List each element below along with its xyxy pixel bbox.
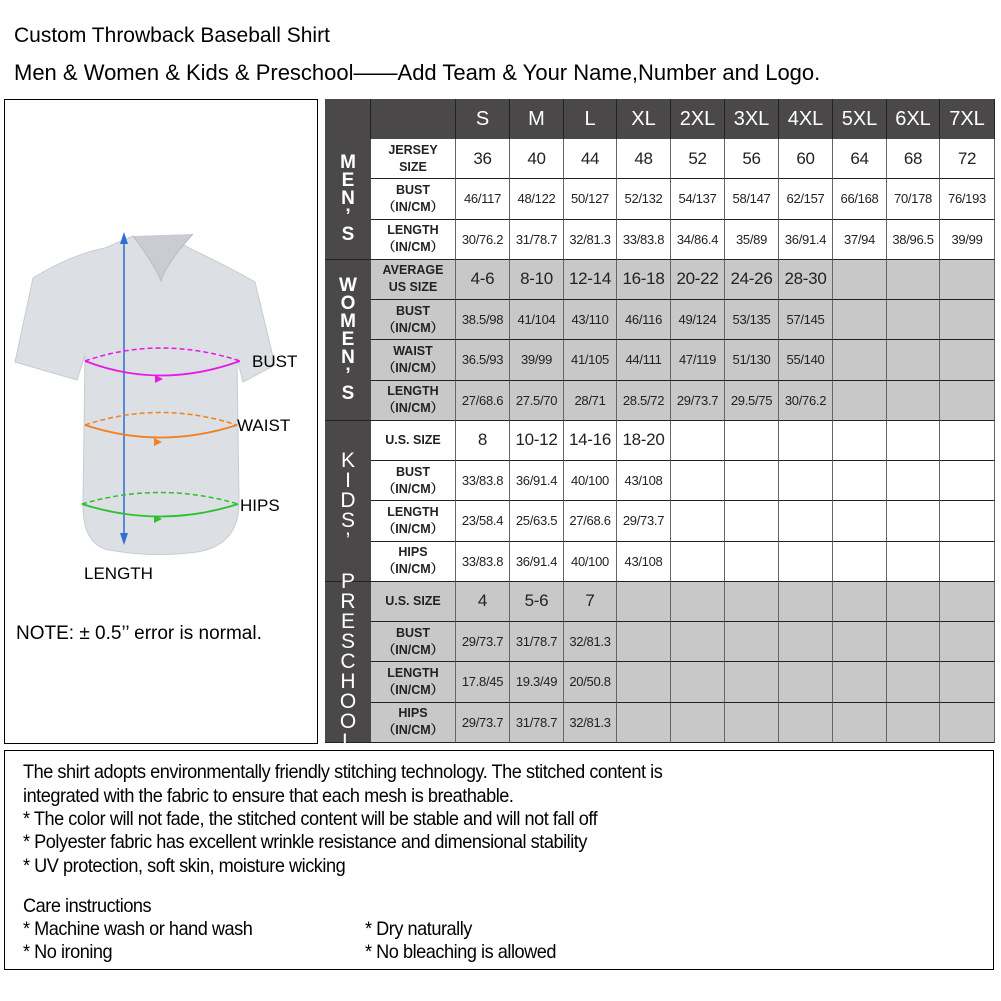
table-cell: 68 [887, 139, 940, 179]
row-label-text: JERSEY [388, 142, 438, 157]
table-cell: 32/81.3 [564, 703, 617, 743]
group-letter: O [340, 292, 356, 314]
group-letter: E [341, 328, 355, 350]
table-cell: 32/81.3 [564, 622, 617, 662]
table-cell: 46/117 [456, 179, 510, 219]
table-cell: 19.3/49 [510, 662, 564, 702]
care-item: * Machine wash or hand wash [23, 918, 253, 940]
table-cell [671, 461, 725, 501]
size-header-6xl: 6XL [887, 99, 940, 139]
table-cell [725, 622, 779, 662]
table-cell [940, 703, 995, 743]
table-cell: 8-10 [510, 260, 564, 300]
group-label-0 [325, 139, 371, 260]
group-letter: S [341, 382, 355, 404]
group-letter: M [340, 151, 356, 173]
table-cell: 41/104 [510, 300, 564, 340]
table-cell: 36 [456, 139, 510, 179]
table-cell: 55/140 [779, 340, 833, 380]
table-cell: 29/73.7 [671, 381, 725, 421]
table-cell: 48/122 [510, 179, 564, 219]
table-cell [833, 461, 887, 501]
table-cell: 36/91.4 [510, 542, 564, 582]
group-letter: ’ [345, 528, 351, 552]
table-cell [887, 461, 940, 501]
row-label-unit: （IN/CM） [382, 240, 444, 255]
row-label-unit: （IN/CM） [382, 521, 444, 536]
table-cell: 5-6 [510, 582, 564, 622]
table-cell: 10-12 [510, 421, 564, 461]
product-description [4, 750, 994, 970]
table-cell: 16-18 [617, 260, 671, 300]
table-cell: 25/63.5 [510, 501, 564, 541]
care-title: Care instructions [23, 895, 152, 917]
row-label-unit: （IN/CM） [382, 320, 444, 335]
header-corner [325, 99, 371, 139]
table-cell: 66/168 [833, 179, 887, 219]
table-cell [779, 501, 833, 541]
table-cell: 33/83.8 [456, 461, 510, 501]
table-cell: 4 [456, 582, 510, 622]
table-cell: 28/71 [564, 381, 617, 421]
table-cell: 31/78.7 [510, 220, 564, 260]
table-cell: 23/58.4 [456, 501, 510, 541]
table-cell [833, 542, 887, 582]
table-cell [617, 622, 671, 662]
group-letter: E [340, 609, 355, 633]
group-letter: O [339, 689, 357, 713]
table-cell [940, 461, 995, 501]
table-cell: 58/147 [725, 179, 779, 219]
group-letter: ’ [345, 364, 351, 386]
table-cell [671, 703, 725, 743]
table-cell [940, 340, 995, 380]
table-cell [940, 501, 995, 541]
table-cell: 44/111 [617, 340, 671, 380]
group-letter: S [340, 508, 355, 532]
row-label-unit: （IN/CM） [382, 481, 444, 496]
row-label [371, 381, 456, 421]
row-label-text: LENGTH [387, 665, 439, 680]
header-label-corner [371, 99, 456, 139]
table-cell: 54/137 [671, 179, 725, 219]
table-cell: 43/108 [617, 461, 671, 501]
tolerance-note: NOTE: ± 0.5’’ error is normal. [16, 623, 262, 644]
table-cell: 31/78.7 [510, 703, 564, 743]
row-label-text: LENGTH [387, 384, 439, 399]
table-cell [779, 461, 833, 501]
table-cell: 70/178 [887, 179, 940, 219]
hips-label: HIPS [240, 496, 280, 515]
table-cell [833, 662, 887, 702]
page-subtitle: Men & Women & Kids & Preschool——Add Team & Your Name,Number and Logo. [14, 60, 821, 85]
care-item: * No ironing [23, 941, 113, 963]
group-label-3 [325, 569, 371, 753]
table-cell: 41/105 [564, 340, 617, 380]
table-cell [833, 622, 887, 662]
table-cell [833, 340, 887, 380]
table-cell [725, 703, 779, 743]
group-letter: D [340, 488, 356, 512]
row-label-text: WAIST [393, 343, 433, 358]
row-label [371, 139, 456, 179]
table-cell [779, 542, 833, 582]
table-cell [940, 582, 995, 622]
table-cell [887, 703, 940, 743]
row-label-unit: US SIZE [388, 280, 438, 295]
table-cell: 44 [564, 139, 617, 179]
table-cell: 7 [564, 582, 617, 622]
row-label-text: LENGTH [387, 504, 439, 519]
table-cell [887, 300, 940, 340]
table-cell: 38.5/98 [456, 300, 510, 340]
table-cell: 29/73.7 [456, 622, 510, 662]
table-cell [833, 501, 887, 541]
table-cell: 39/99 [510, 340, 564, 380]
group-letter: N [341, 187, 355, 209]
group-letter: R [340, 589, 356, 613]
table-cell [725, 662, 779, 702]
group-letter: N [341, 346, 355, 368]
row-label-unit: （IN/CM） [382, 199, 444, 214]
table-cell [833, 421, 887, 461]
table-cell: 43/110 [564, 300, 617, 340]
row-label-text: BUST [395, 182, 431, 197]
group-letter: P [340, 569, 355, 593]
table-cell: 33/83.8 [617, 220, 671, 260]
table-cell: 34/86.4 [671, 220, 725, 260]
table-cell: 29.5/75 [725, 381, 779, 421]
table-cell: 33/83.8 [456, 542, 510, 582]
table-cell [671, 542, 725, 582]
table-cell [887, 260, 940, 300]
row-label-text: LENGTH [387, 223, 439, 238]
table-cell: 53/135 [725, 300, 779, 340]
table-cell: 38/96.5 [887, 220, 940, 260]
row-label [371, 300, 456, 340]
table-cell: 48 [617, 139, 671, 179]
table-cell: 40/100 [564, 542, 617, 582]
table-cell [725, 582, 779, 622]
size-header-3xl: 3XL [725, 99, 779, 139]
table-cell [725, 501, 779, 541]
size-header-7xl: 7XL [940, 99, 995, 139]
table-cell [725, 421, 779, 461]
table-cell: 32/81.3 [564, 220, 617, 260]
row-label [371, 582, 456, 622]
table-cell [887, 421, 940, 461]
table-cell: 28.5/72 [617, 381, 671, 421]
table-cell [671, 501, 725, 541]
description-line: The shirt adopts environmentally friendly stitching technology. The stitched content is [23, 761, 663, 783]
table-cell: 27.5/70 [510, 381, 564, 421]
row-label [371, 421, 456, 461]
table-cell [940, 542, 995, 582]
row-label [371, 542, 456, 582]
table-cell [671, 421, 725, 461]
row-label [371, 179, 456, 219]
table-cell: 40/100 [564, 461, 617, 501]
row-label-text: U.S. SIZE [385, 432, 441, 447]
row-label-text: BUST [395, 464, 431, 479]
table-cell: 57/145 [779, 300, 833, 340]
table-cell: 28-30 [779, 260, 833, 300]
row-label [371, 703, 456, 743]
table-cell: 30/76.2 [456, 220, 510, 260]
row-label [371, 340, 456, 380]
group-letter: L [342, 729, 354, 753]
table-cell [833, 381, 887, 421]
table-cell: 50/127 [564, 179, 617, 219]
row-label [371, 622, 456, 662]
table-cell: 35/89 [725, 220, 779, 260]
row-label-unit: （IN/CM） [382, 723, 444, 738]
table-cell [940, 300, 995, 340]
table-cell: 36/91.4 [510, 461, 564, 501]
table-cell [887, 340, 940, 380]
row-label-text: AVERAGE [382, 263, 444, 278]
table-cell: 40 [510, 139, 564, 179]
measurement-diagram-panel [4, 99, 318, 744]
group-letter: O [339, 709, 357, 733]
table-cell: 24-26 [725, 260, 779, 300]
group-letter: ’ [345, 205, 351, 227]
table-cell: 17.8/45 [456, 662, 510, 702]
table-cell: 64 [833, 139, 887, 179]
table-cell [779, 622, 833, 662]
row-label-unit: （IN/CM） [382, 360, 444, 375]
table-cell: 56 [725, 139, 779, 179]
row-label-text: HIPS [398, 545, 428, 560]
size-chart-table [325, 99, 995, 753]
waist-label: WAIST [237, 416, 291, 435]
table-cell [779, 421, 833, 461]
row-label-unit: SIZE [399, 159, 427, 174]
table-cell: 14-16 [564, 421, 617, 461]
table-cell: 62/157 [779, 179, 833, 219]
table-cell: 52 [671, 139, 725, 179]
row-label [371, 461, 456, 501]
table-cell [887, 542, 940, 582]
row-label [371, 260, 456, 300]
table-cell [940, 381, 995, 421]
row-label-unit: （IN/CM） [382, 562, 444, 577]
feature-bullet: * UV protection, soft skin, moisture wicking [23, 855, 346, 877]
row-label-unit: （IN/CM） [382, 401, 444, 416]
table-cell: 20-22 [671, 260, 725, 300]
row-label [371, 662, 456, 702]
table-cell [779, 662, 833, 702]
table-cell: 46/116 [617, 300, 671, 340]
row-label-text: HIPS [398, 706, 428, 721]
row-label-text: BUST [395, 303, 431, 318]
table-cell: 47/119 [671, 340, 725, 380]
table-cell [833, 300, 887, 340]
table-cell: 39/99 [940, 220, 995, 260]
table-cell [940, 662, 995, 702]
table-cell: 18-20 [617, 421, 671, 461]
table-cell [617, 662, 671, 702]
table-cell: 27/68.6 [456, 381, 510, 421]
table-cell: 8 [456, 421, 510, 461]
table-cell [887, 622, 940, 662]
care-item: * Dry naturally [365, 918, 472, 940]
table-cell: 12-14 [564, 260, 617, 300]
group-letter: E [341, 169, 355, 191]
table-cell [779, 582, 833, 622]
size-header-m: M [510, 99, 564, 139]
table-cell [833, 582, 887, 622]
size-header-4xl: 4XL [779, 99, 833, 139]
row-label-unit: （IN/CM） [382, 642, 444, 657]
group-letter: M [340, 310, 356, 332]
size-header-2xl: 2XL [671, 99, 725, 139]
bust-label: BUST [252, 352, 298, 371]
table-cell: 36.5/93 [456, 340, 510, 380]
group-letter: I [345, 468, 351, 492]
group-label-2 [325, 421, 371, 582]
group-letter: K [340, 448, 355, 472]
table-cell [940, 260, 995, 300]
shirt-icon [15, 236, 275, 555]
table-cell: 30/76.2 [779, 381, 833, 421]
table-cell: 37/94 [833, 220, 887, 260]
table-cell [671, 662, 725, 702]
row-label [371, 220, 456, 260]
table-cell [671, 582, 725, 622]
table-cell: 76/193 [940, 179, 995, 219]
table-cell: 20/50.8 [564, 662, 617, 702]
table-cell [725, 461, 779, 501]
table-cell [671, 622, 725, 662]
table-cell: 43/108 [617, 542, 671, 582]
group-letter: S [340, 629, 355, 653]
group-letter: W [339, 274, 357, 296]
row-label-text: U.S. SIZE [385, 593, 441, 608]
table-cell [833, 260, 887, 300]
table-cell: 4-6 [456, 260, 510, 300]
table-cell [617, 703, 671, 743]
length-label: LENGTH [84, 564, 153, 583]
table-cell: 36/91.4 [779, 220, 833, 260]
size-header-5xl: 5XL [833, 99, 887, 139]
table-cell [779, 703, 833, 743]
table-cell [617, 582, 671, 622]
table-cell [725, 542, 779, 582]
table-cell: 60 [779, 139, 833, 179]
feature-bullet: * The color will not fade, the stitched content will be stable and will not fall off [23, 808, 598, 830]
page-title: Custom Throwback Baseball Shirt [14, 24, 330, 47]
description-line: integrated with the fabric to ensure that each mesh is breathable. [23, 785, 514, 807]
row-label [371, 501, 456, 541]
size-header-l: L [564, 99, 617, 139]
feature-bullet: * Polyester fabric has excellent wrinkle resistance and dimensional stability [23, 831, 587, 853]
table-cell: 72 [940, 139, 995, 179]
table-cell: 29/73.7 [456, 703, 510, 743]
group-letter: S [341, 223, 355, 245]
table-cell: 49/124 [671, 300, 725, 340]
care-item: * No bleaching is allowed [365, 941, 557, 963]
table-cell [887, 501, 940, 541]
row-label-unit: （IN/CM） [382, 682, 444, 697]
group-letter: H [340, 669, 356, 693]
table-cell: 29/73.7 [617, 501, 671, 541]
table-cell: 51/130 [725, 340, 779, 380]
table-cell [833, 703, 887, 743]
table-cell [940, 421, 995, 461]
size-header-xl: XL [617, 99, 671, 139]
table-cell: 31/78.7 [510, 622, 564, 662]
table-cell [887, 662, 940, 702]
group-label-1 [325, 260, 371, 421]
table-cell: 52/132 [617, 179, 671, 219]
group-letter: C [340, 649, 356, 673]
table-cell [887, 582, 940, 622]
table-cell [887, 381, 940, 421]
table-cell: 27/68.6 [564, 501, 617, 541]
row-label-text: BUST [395, 625, 431, 640]
table-cell [940, 622, 995, 662]
size-header-s: S [456, 99, 510, 139]
